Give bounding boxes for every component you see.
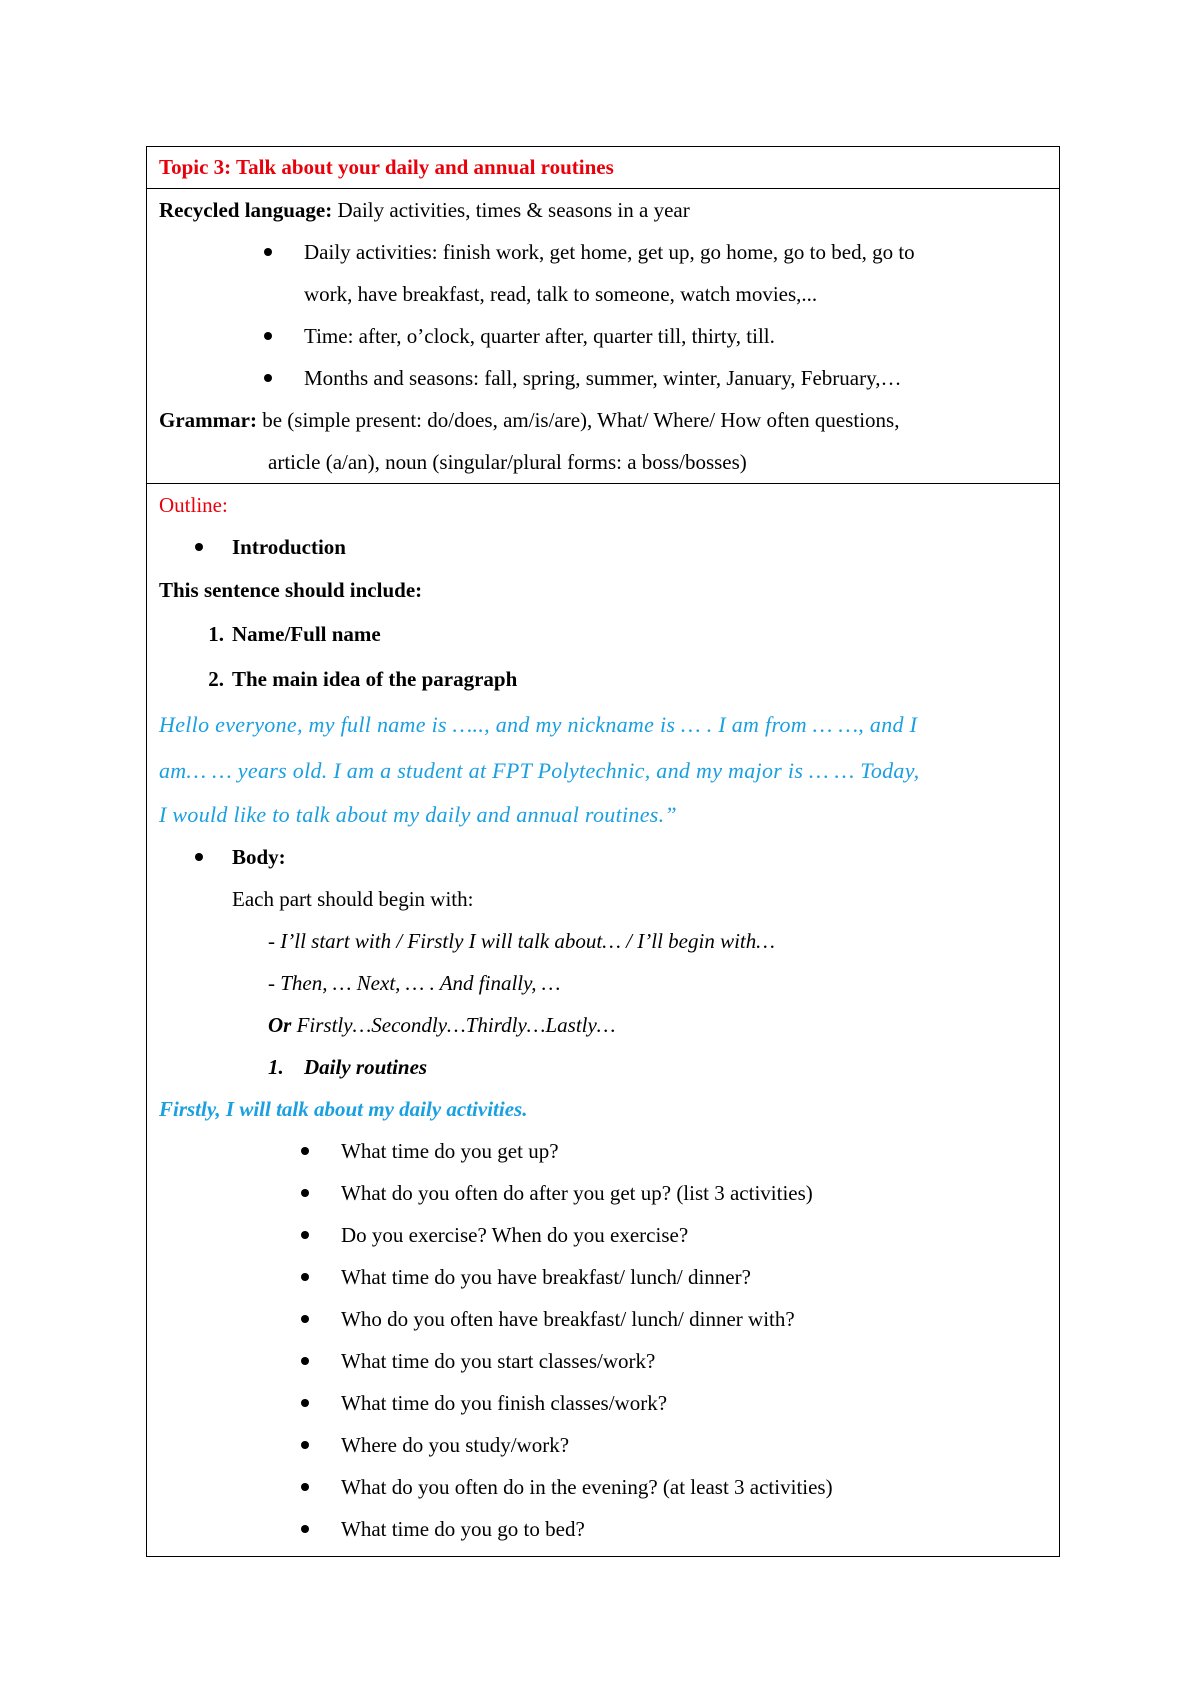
- grammar-line-continued: [159, 441, 1047, 483]
- question-text: Do you exercise? When do you exercise?: [341, 1223, 689, 1247]
- question-item: [159, 1508, 1047, 1550]
- recycled-item-text: Months and seasons: fall, spring, summer, winter, January, February,…: [304, 366, 902, 390]
- question-item: [159, 1214, 1047, 1256]
- include-item-text: Name/Full name: [232, 622, 381, 646]
- outline-row: [147, 484, 1059, 1556]
- bullet-icon: [301, 1357, 309, 1365]
- include-item-text: The main idea of the paragraph: [232, 667, 518, 691]
- bullet-icon: [301, 1231, 309, 1239]
- body-heading: [159, 836, 1047, 878]
- list-number: 1.: [208, 622, 224, 646]
- bullet-icon: [301, 1483, 309, 1491]
- question-item: [159, 1256, 1047, 1298]
- recycled-text: Daily activities, times & seasons in a year: [332, 198, 690, 222]
- recycled-item: [159, 315, 1047, 357]
- question-text: What time do you go to bed?: [341, 1517, 585, 1541]
- question-text: What time do you have breakfast/ lunch/ dinner?: [341, 1265, 751, 1289]
- bullet-icon: [264, 374, 272, 382]
- question-text: Who do you often have breakfast/ lunch/ dinner with?: [341, 1307, 795, 1331]
- bullet-icon: [264, 248, 272, 256]
- bullet-icon: [301, 1399, 309, 1407]
- recycled-item: [159, 357, 1047, 399]
- begin-line: - Then, … Next, … . And finally, …: [268, 971, 561, 995]
- grammar-text: article (a/an), noun (singular/plural forms: a boss/bosses): [268, 450, 747, 474]
- question-item: [159, 1298, 1047, 1340]
- question-item: [159, 1424, 1047, 1466]
- recycled-label: Recycled language:: [159, 198, 333, 222]
- begin-line: - I’ll start with / Firstly I will talk about… / I’ll begin with…: [268, 929, 775, 953]
- intro-label: Introduction: [232, 535, 346, 559]
- question-item: [159, 1130, 1047, 1172]
- question-list: [159, 1130, 1047, 1550]
- body-label: Body:: [232, 845, 286, 869]
- grammar-line: [159, 399, 1047, 441]
- language-row: [147, 189, 1059, 484]
- daily-intro: Firstly, I will talk about my daily activities.: [159, 1097, 528, 1121]
- recycled-item: [159, 231, 1047, 273]
- or-label: Or: [268, 1013, 292, 1037]
- bullet-icon: [195, 853, 203, 861]
- include-item: [159, 612, 1047, 656]
- bullet-icon: [195, 543, 203, 551]
- include-label: This sentence should include:: [159, 578, 423, 602]
- bullet-icon: [301, 1273, 309, 1281]
- recycled-item-text: Daily activities: finish work, get home, get up, go home, go to bed, go to: [304, 240, 915, 264]
- bullet-icon: [301, 1189, 309, 1197]
- or-text: Firstly…Secondly…Thirdly…Lastly…: [291, 1013, 616, 1037]
- list-number: 1.: [268, 1055, 284, 1079]
- bullet-icon: [301, 1441, 309, 1449]
- question-item: [159, 1340, 1047, 1382]
- question-text: Where do you study/work?: [341, 1433, 570, 1457]
- sample-intro-line: Hello everyone, my full name is ….., and my nickname is … . I am from … …, and I: [159, 712, 918, 737]
- sample-intro-line: I would like to talk about my daily and annual routines.”: [159, 802, 677, 827]
- intro-heading: [159, 526, 1047, 568]
- question-item: [159, 1382, 1047, 1424]
- daily-routines-title: Daily routines: [304, 1055, 428, 1079]
- topic-table: [146, 146, 1060, 1557]
- bullet-icon: [301, 1525, 309, 1533]
- recycled-item-text: Time: after, o’clock, quarter after, quarter till, thirty, till.: [304, 324, 775, 348]
- question-text: What do you often do in the evening? (at least 3 activities): [341, 1475, 833, 1499]
- bullet-icon: [301, 1147, 309, 1155]
- sample-intro-line: am… … years old. I am a student at FPT Polytechnic, and my major is … … Today,: [159, 758, 920, 783]
- each-part-text: Each part should begin with:: [232, 887, 474, 911]
- or-line: [159, 1004, 1047, 1046]
- bullet-icon: [264, 332, 272, 340]
- question-item: [159, 1466, 1047, 1508]
- question-text: What time do you finish classes/work?: [341, 1391, 668, 1415]
- question-text: What time do you get up?: [341, 1139, 559, 1163]
- recycled-language-line: [159, 189, 1047, 231]
- recycled-item-continued: [159, 273, 1047, 315]
- question-text: What do you often do after you get up? (list 3 activities): [341, 1181, 813, 1205]
- grammar-text: be (simple present: do/does, am/is/are), What/ Where/ How often questions,: [256, 408, 900, 432]
- bullet-icon: [301, 1315, 309, 1323]
- include-item: [159, 656, 1047, 702]
- outline-label: Outline:: [159, 493, 228, 517]
- daily-routines-heading: [159, 1046, 1047, 1088]
- question-item: [159, 1172, 1047, 1214]
- topic-title: Topic 3: Talk about your daily and annual routines: [159, 155, 614, 179]
- topic-row: [147, 147, 1059, 189]
- recycled-item-text: work, have breakfast, read, talk to someone, watch movies,...: [304, 282, 818, 306]
- list-number: 2.: [208, 667, 224, 691]
- grammar-label: Grammar:: [159, 408, 257, 432]
- question-text: What time do you start classes/work?: [341, 1349, 656, 1373]
